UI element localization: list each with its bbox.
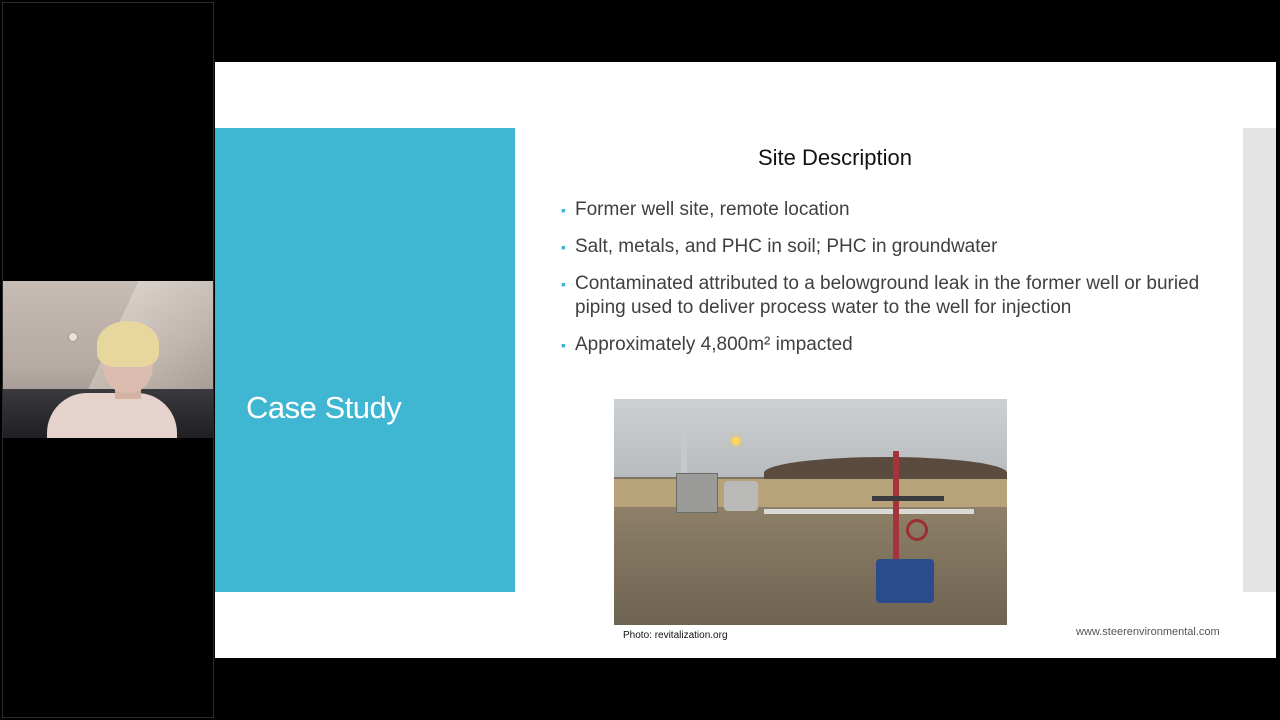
bullet-icon: ▪ <box>561 202 566 218</box>
bullet-text: Approximately 4,800m² impacted <box>575 334 853 355</box>
photo-pipe <box>764 509 974 514</box>
bullet-icon: ▪ <box>561 337 566 353</box>
bullet-item <box>561 235 1201 259</box>
speaker-video[interactable] <box>3 281 213 438</box>
presentation-slide <box>215 62 1276 658</box>
photo-wellhead-base <box>876 559 934 603</box>
photo-valve-wheel <box>906 519 928 541</box>
photo-tank <box>724 481 758 511</box>
bullet-item <box>561 333 1201 357</box>
bullet-icon: ▪ <box>561 239 566 255</box>
slide-heading: Site Description <box>757 145 913 170</box>
photo-caption: Photo: revitalization.org <box>623 630 728 641</box>
footer-url: www.steerenvironmental.com <box>1076 626 1220 638</box>
bullet-text: Salt, metals, and PHC in soil; PHC in groundwater <box>575 236 998 257</box>
photo-ground <box>614 507 1007 625</box>
well-site-photo <box>614 399 1007 625</box>
photo-wellhead-arm <box>872 496 944 501</box>
ceiling-light <box>69 333 77 341</box>
side-accent-bar <box>1243 128 1276 592</box>
photo-stack <box>681 427 687 477</box>
bullet-list <box>561 198 1201 370</box>
bullet-item <box>561 198 1201 222</box>
title-panel <box>215 128 515 592</box>
photo-wellhead-pipe <box>893 451 899 566</box>
speaker-hair <box>97 321 159 367</box>
speaker-body <box>47 393 177 438</box>
bullet-text: Contaminated attributed to a belowground leak in the former well or buried piping used to deliver process water to the well for injection <box>575 273 1200 318</box>
slide-title: Case Study <box>246 390 402 425</box>
bullet-icon: ▪ <box>561 276 566 292</box>
photo-tank <box>676 473 718 513</box>
bullet-item <box>561 272 1201 320</box>
bullet-text: Former well site, remote location <box>575 199 850 220</box>
photo-flare <box>732 437 740 445</box>
photo-field <box>614 479 1007 509</box>
